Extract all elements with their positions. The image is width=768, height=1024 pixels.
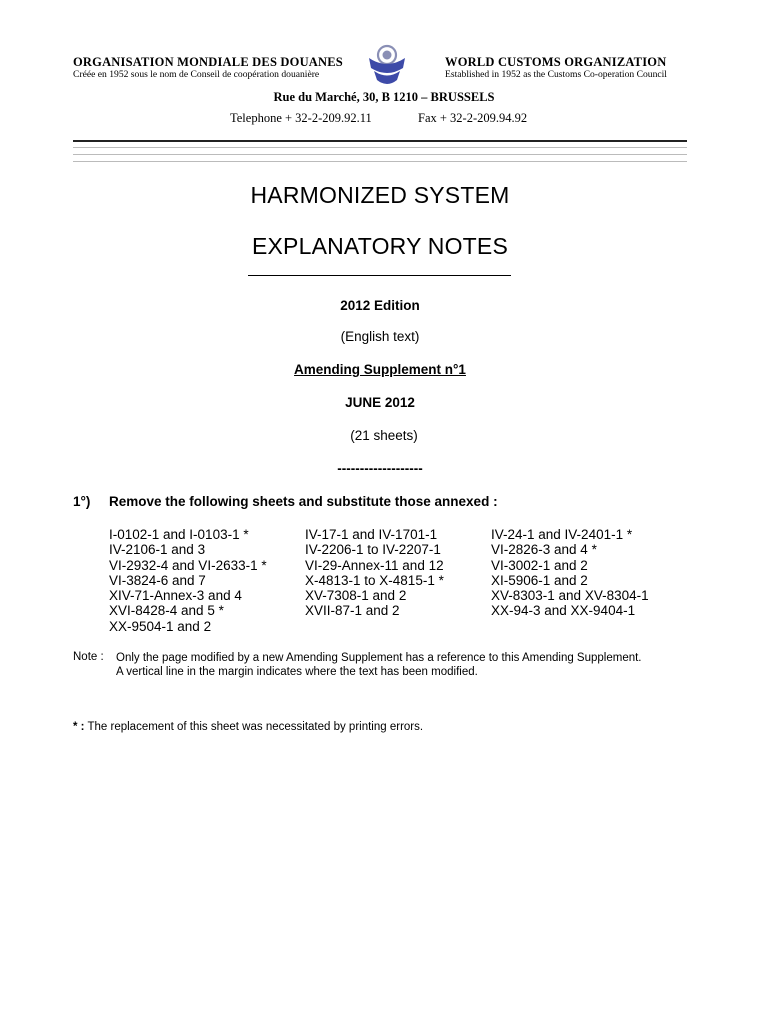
note-text: Only the page modified by a new Amending Supplement has a reference to this Amending Supplement. bbox=[116, 652, 642, 664]
list-item: XV-7308-1 and 2 bbox=[305, 588, 407, 604]
list-item: X-4813-1 to X-4815-1 * bbox=[305, 572, 444, 588]
list-item: IV-24-1 and IV-2401-1 * bbox=[491, 527, 633, 542]
org-subtitle-fr: Créée en 1952 sous le nom de Conseil de coopération douanière bbox=[73, 69, 320, 80]
edition-label: 2012 Edition bbox=[340, 298, 420, 313]
footnote-marker: * : bbox=[73, 721, 85, 733]
header-rule-light bbox=[73, 161, 687, 162]
document-title-line-1: HARMONIZED SYSTEM bbox=[250, 182, 510, 208]
org-name-en: WORLD CUSTOMS ORGANIZATION bbox=[445, 55, 667, 69]
org-subtitle-en: Established in 1952 as the Customs Co-operation Council bbox=[445, 69, 667, 80]
list-item: IV-2206-1 to IV-2207-1 bbox=[305, 542, 441, 558]
section-heading: Remove the following sheets and substitute those annexed : bbox=[109, 494, 498, 509]
list-item: XX-9504-1 and 2 bbox=[109, 618, 212, 634]
sheet-list-column-1 bbox=[109, 527, 267, 634]
wco-logo-icon bbox=[366, 44, 408, 88]
list-item: XVII-87-1 and 2 bbox=[305, 603, 400, 619]
list-item: XIV-71-Annex-3 and 4 bbox=[109, 588, 242, 604]
note-text: A vertical line in the margin indicates where the text has been modified. bbox=[116, 666, 478, 679]
header-rule bbox=[73, 140, 687, 142]
org-address: Rue du Marché, 30, B 1210 – BRUSSELS bbox=[273, 90, 495, 104]
list-item: VI-2826-3 and 4 * bbox=[491, 542, 597, 558]
list-item: IV-17-1 and IV-1701-1 bbox=[305, 527, 438, 542]
document-title-line-2: EXPLANATORY NOTES bbox=[251, 233, 509, 259]
language-label: (English text) bbox=[340, 329, 420, 344]
org-name-fr: ORGANISATION MONDIALE DES DOUANES bbox=[73, 55, 343, 69]
letterhead-right bbox=[445, 55, 667, 81]
telephone-number: Telephone + 32-2-209.92.11 bbox=[230, 111, 372, 125]
supplement-label: Amending Supplement n°1 bbox=[294, 362, 466, 377]
list-item: VI-2932-4 and VI-2633-1 * bbox=[109, 557, 267, 573]
date-label: JUNE 2012 bbox=[345, 395, 415, 410]
footnote-text: The replacement of this sheet was necessitated by printing errors. bbox=[84, 721, 424, 733]
list-item: IV-2106-1 and 3 bbox=[109, 542, 206, 558]
note-body bbox=[116, 651, 656, 679]
list-item: VI-29-Annex-11 and 12 bbox=[305, 557, 444, 573]
title-underline bbox=[248, 275, 511, 276]
note-label: Note : bbox=[73, 651, 104, 663]
list-item: VI-3824-6 and 7 bbox=[109, 572, 206, 588]
sheet-list-column-2 bbox=[305, 527, 444, 619]
header-rule-light bbox=[73, 154, 687, 155]
separator-line: ------------------- bbox=[337, 461, 423, 476]
list-item: XI-5906-1 and 2 bbox=[491, 572, 588, 588]
footnote bbox=[73, 721, 423, 733]
letterhead-left bbox=[73, 55, 343, 81]
sheet-list-column-3 bbox=[491, 527, 649, 619]
fax-number: Fax + 32-2-209.94.92 bbox=[418, 111, 528, 125]
list-item: XV-8303-1 and XV-8304-1 bbox=[491, 588, 649, 604]
list-item: XVI-8428-4 and 5 * bbox=[109, 603, 224, 619]
list-item: VI-3002-1 and 2 bbox=[491, 557, 588, 573]
section-number: 1°) bbox=[73, 494, 91, 509]
sheet-count-label: (21 sheets) bbox=[350, 428, 418, 443]
list-item: I-0102-1 and I-0103-1 * bbox=[109, 527, 249, 542]
header-rule-light bbox=[73, 147, 687, 148]
list-item: XX-94-3 and XX-9404-1 bbox=[491, 603, 636, 619]
